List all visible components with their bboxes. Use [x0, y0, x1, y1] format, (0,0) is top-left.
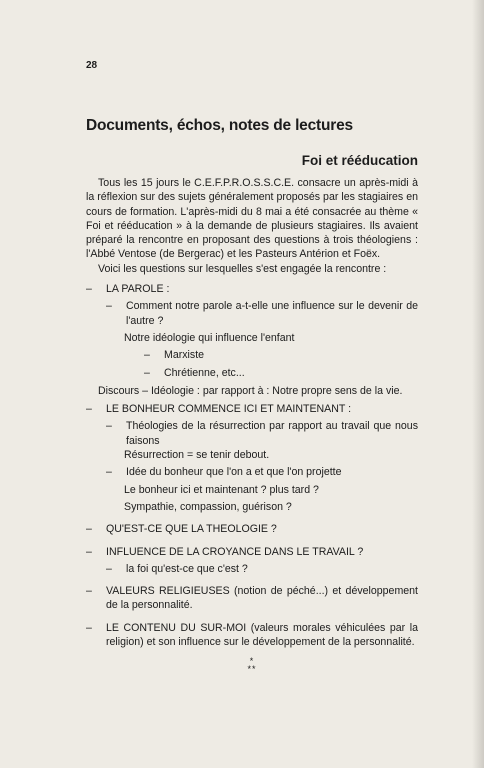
asterism-bottom: **: [247, 664, 257, 675]
list-dash: –: [86, 403, 92, 416]
list-item-surmoi: [86, 621, 418, 650]
sub-item: [106, 562, 418, 576]
list-dash: –: [144, 366, 150, 379]
list-item-bonheur: [86, 402, 418, 416]
list-dash: –: [106, 466, 112, 479]
article-body: [86, 176, 418, 673]
page-number: 28: [86, 60, 98, 71]
sub-item-text: la foi qu'est-ce que c'est ?: [126, 562, 248, 575]
list-item-title: VALEURS RELIGIEUSES (notion de péché...) et développement de la personnalité.: [106, 585, 418, 612]
list-dash: –: [144, 349, 150, 362]
list-dash: –: [86, 545, 92, 558]
list-dash: –: [106, 420, 112, 433]
list-dash: –: [106, 562, 112, 575]
intro-paragraph: Tous les 15 jours le C.E.F.P.R.O.S.S.C.E. consacre un après-midi à la réflexion sur des sujets généralement proposés par les stagiaires en cours de formation. L'après-midi du 8 mai a été consacrée au thème « Foi et rééducation » à la demande de plusieurs stagiaires. Ils avaient préparé la rencontre en proposant des questions à trois théologiens : l'Abbé Ventose (de Bergerac) et les Pasteurs Antérion et Foëx.: [86, 177, 418, 261]
list-item-title: LE CONTENU DU SUR-MOI (valeurs morales véhiculées par la religion) et son influence sur le développement de la personnalité.: [106, 621, 418, 649]
sub-item-text: Théologies de la résurrection par rapport au travail que nous faisons: [126, 420, 418, 447]
sub-item: [106, 299, 418, 328]
list-dash: –: [86, 283, 92, 296]
list-item-title: LE BONHEUR COMMENCE ICI ET MAINTENANT :: [106, 403, 352, 416]
sub-item: [106, 465, 418, 479]
sub-sub-item-text: Marxiste: [164, 349, 205, 362]
sub-item-text: Idée du bonheur que l'on a et que l'on projette: [126, 466, 342, 479]
list-dash: –: [86, 621, 92, 634]
sub-item-text: Comment notre parole a-t-elle une influence sur le devenir de l'autre ?: [126, 300, 418, 327]
list-item-title: LA PAROLE :: [106, 283, 170, 296]
sub-item-text: Le bonheur ici et maintenant ? plus tard ?: [124, 483, 319, 496]
discours-paragraph: Discours – Idéologie : par rapport à : Notre propre sens de la vie.: [98, 384, 403, 397]
list-dash: –: [86, 523, 92, 536]
article-title: Foi et rééducation: [301, 153, 418, 168]
sub-item-text: Résurrection = se tenir debout.: [124, 449, 270, 462]
asterism-ornament: [86, 657, 418, 673]
lead-paragraph: Voici les questions sur lesquelles s'est engagée la rencontre :: [98, 262, 387, 275]
list-item-parole: [86, 282, 418, 296]
list-item-title: QU'EST-CE QUE LA THEOLOGIE ?: [106, 523, 277, 536]
sub-item-text: Sympathie, compassion, guérison ?: [124, 500, 292, 513]
asterism-top: *: [249, 656, 255, 667]
sub-sub-item-text: Chrétienne, etc...: [164, 366, 245, 379]
sub-item-text: Notre idéologie qui influence l'enfant: [124, 331, 295, 344]
list-item-valeurs: [86, 584, 418, 613]
sub-sub-item: [144, 348, 418, 362]
list-item-theologie: [86, 522, 418, 536]
section-title: Documents, échos, notes de lectures: [86, 117, 353, 134]
sub-sub-item: [144, 366, 418, 380]
list-item-croyance: [86, 545, 418, 559]
list-dash: –: [86, 585, 92, 598]
list-item-title: INFLUENCE DE LA CROYANCE DANS LE TRAVAIL ?: [106, 545, 364, 558]
sub-item: [106, 419, 418, 448]
list-dash: –: [106, 300, 112, 313]
